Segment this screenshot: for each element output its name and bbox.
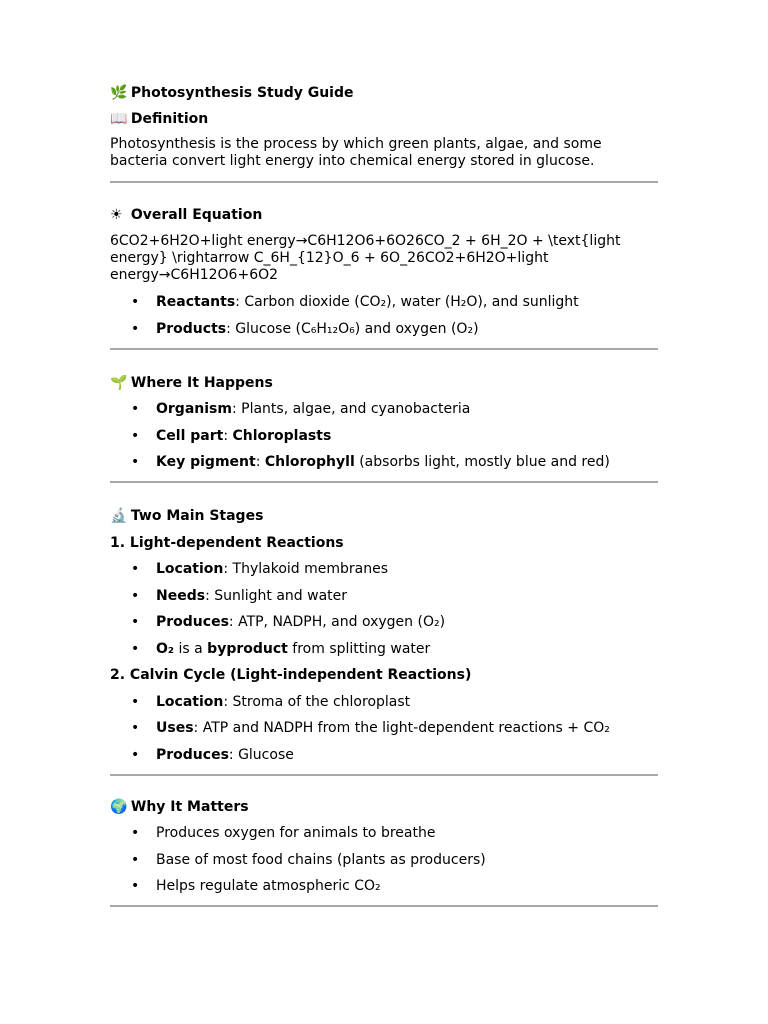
list-item	[110, 693, 658, 711]
definition-text: Photosynthesis is the process by which green plants, algae, and some bacteria convert light energy into chemical energy stored in glucose.	[110, 136, 602, 169]
page-title	[110, 84, 658, 102]
organism-text: : Plants, algae, and cyanobacteria	[231, 401, 471, 417]
list-item	[110, 746, 658, 764]
reactants-label: Reactants	[156, 294, 236, 310]
section-divider	[110, 181, 658, 183]
stage2-produces-text: : Glucose	[228, 746, 294, 763]
list-item	[110, 400, 658, 418]
stage1-location-text: : Thylakoid membranes	[223, 561, 389, 577]
list-item	[110, 560, 658, 578]
stage1-needs-text: : Sunlight and water	[205, 587, 348, 604]
list-item	[110, 719, 658, 737]
where-list	[110, 400, 658, 471]
leaf-icon: 🌿	[110, 85, 128, 101]
stages-heading-text: Two Main Stages	[130, 508, 264, 524]
stage1-needs-label: Needs	[156, 587, 206, 604]
list-item: • Helps regulate atmospheric CO₂	[110, 877, 658, 895]
list-item	[110, 320, 658, 338]
stage2-list	[110, 693, 658, 764]
list-item	[110, 587, 658, 605]
page-title-text: Photosynthesis Study Guide	[130, 85, 354, 101]
matters-list	[110, 824, 658, 895]
equation-list	[110, 293, 658, 338]
pigment-value: Chlorophyll	[264, 454, 355, 470]
matters-heading	[110, 798, 658, 816]
stage1-location-label: Location	[156, 561, 224, 577]
stage1-o2-label: O₂	[156, 640, 175, 657]
stage2-location-label: Location	[156, 693, 224, 710]
stage2-location-text: : Stroma of the chloroplast	[223, 693, 411, 710]
globe-icon: 🌍	[110, 798, 128, 815]
stage2-produces-label: Produces	[156, 746, 229, 763]
cell-part-label: Cell part	[156, 427, 224, 444]
section-divider	[110, 481, 658, 483]
list-item: • Base of most food chains (plants as producers)	[110, 851, 658, 869]
where-heading	[110, 374, 658, 392]
pigment-text: (absorbs light, mostly blue and red)	[354, 454, 610, 470]
stage2-title: 2. Calvin Cycle (Light-independent Reactions)	[110, 667, 472, 683]
section-divider	[110, 348, 658, 350]
definition-heading	[110, 110, 658, 128]
seedling-icon: 🌱	[110, 374, 128, 391]
stages-heading	[110, 507, 658, 525]
list-item	[110, 453, 658, 471]
products-label: Products	[156, 320, 227, 337]
list-item	[110, 293, 658, 311]
list-item	[110, 427, 658, 445]
stage1-o2-text: from splitting water	[287, 640, 431, 657]
stage1-o2-bold: byproduct	[207, 640, 288, 657]
equation-heading-text: Overall Equation	[130, 207, 263, 223]
organism-label: Organism	[156, 401, 232, 417]
cell-part-sep: :	[223, 427, 233, 444]
stage1-list	[110, 560, 658, 658]
cell-part-value: Chloroplasts	[232, 427, 332, 444]
book-icon: 📖	[110, 111, 128, 127]
stage1-produces-text: : ATP, NADPH, and oxygen (O₂)	[228, 614, 446, 630]
list-item: • Produces oxygen for animals to breathe	[110, 824, 658, 842]
stage1-produces-label: Produces	[156, 614, 229, 630]
section-divider	[110, 905, 658, 907]
section-divider	[110, 774, 658, 776]
stage1-title: 1. Light-dependent Reactions	[110, 534, 344, 551]
products-text: : Glucose (C₆H₁₂O₆) and oxygen (O₂)	[226, 320, 479, 337]
stage2-uses-text: : ATP and NADPH from the light-dependent reactions + CO₂	[193, 720, 610, 736]
matters-heading-text: Why It Matters	[130, 798, 249, 815]
stage2-uses-label: Uses	[156, 720, 194, 736]
stage1-o2-mid: is a	[174, 640, 208, 657]
where-heading-text: Where It Happens	[130, 374, 273, 391]
reactants-text: : Carbon dioxide (CO₂), water (H₂O), and sunlight	[235, 294, 579, 310]
definition-heading-text: Definition	[130, 111, 209, 127]
equation-text: 6CO2+6H2O+light energy→C6H12O6+6O26CO_2 + 6H_2O + \text{light energy} \rightarrow C_6H_{12}O_6 + 6O_26CO2+6H2O+light energy→C6H12O6+6O2	[110, 233, 621, 283]
study-guide-content	[110, 84, 658, 907]
list-item	[110, 640, 658, 658]
sun-icon: ☀	[110, 207, 123, 223]
pigment-label: Key pigment	[156, 454, 256, 470]
list-item	[110, 613, 658, 631]
microscope-icon: 🔬	[110, 508, 128, 524]
pigment-sep: :	[255, 454, 265, 470]
equation-heading	[110, 206, 658, 224]
